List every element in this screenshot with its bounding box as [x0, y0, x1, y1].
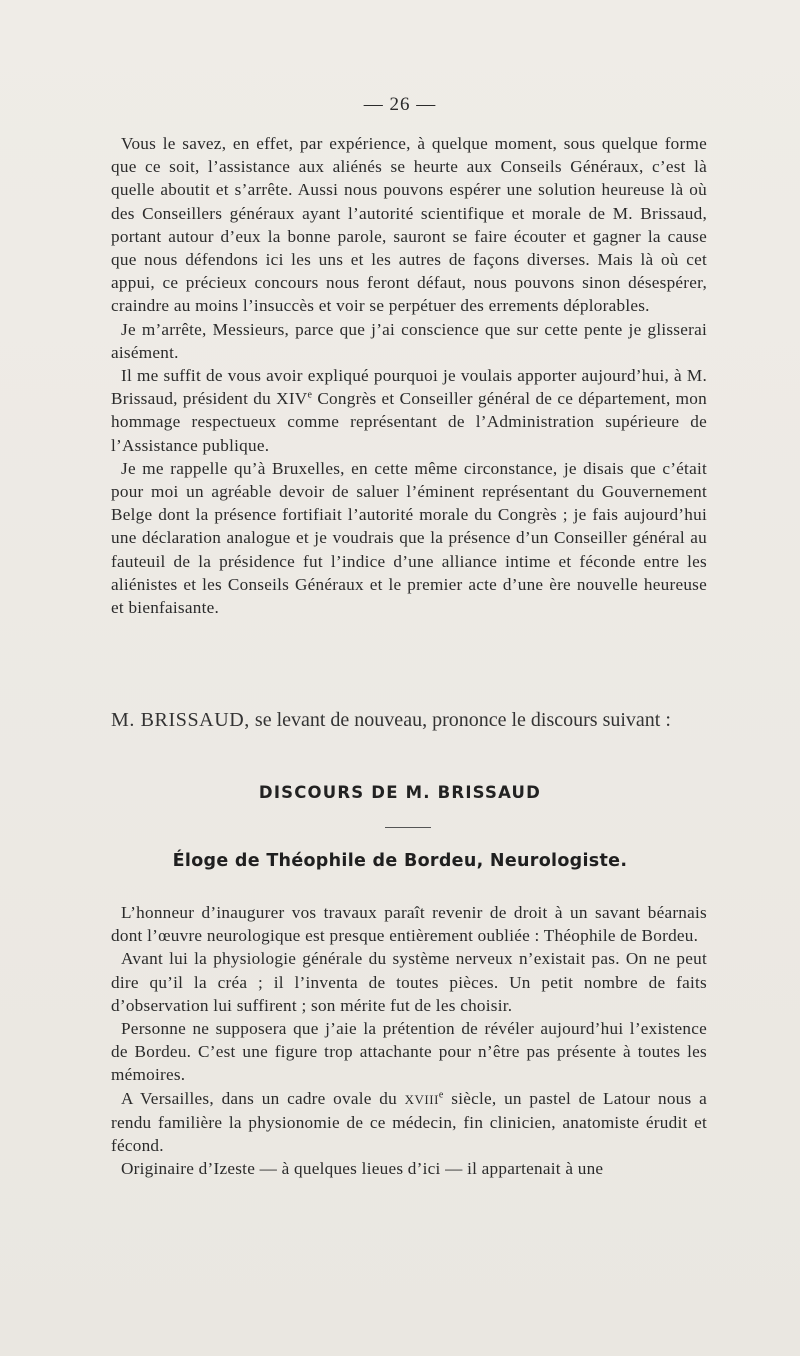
paragraph-arrete: Je m’arrête, Messieurs, parce que j’ai conscience que sur cette pente je glisserai aisément.: [111, 319, 707, 362]
paragraph-hommage: [111, 364, 707, 457]
paragraph-versailles: [111, 1087, 707, 1158]
century-numeral: XVIII: [404, 1091, 439, 1107]
paragraph-assistance: Vous le savez, en effet, par expérience, à quelque moment, sous quelque forme que ce soit, l’assistance aux aliénés se heurte aux Conseils Généraux, c’est là quelle aboutit et s’arrête. Aussi nous pouvons espérer une solution heureuse là où des Conseillers généraux ayant l’autorité scientifique et morale de M. Brissaud, portant autour d’eux la bonne parole, sauront se faire écouter et gagner la cause que nous défendons ici les uns et les autres de façons diverses. Mais là où cet appui, ce précieux concours nous feront défaut, nous pouvons sinon désespérer, craindre au moins l’insuccès et voir se perpétuer des errements déplorables.: [111, 134, 707, 316]
section-divider: [385, 827, 431, 828]
speaker-announcement: [111, 707, 711, 733]
text-block-top: [111, 132, 707, 619]
text-block-bottom: [111, 901, 707, 1180]
discours-title: DISCOURS DE M. BRISSAUD: [258, 783, 542, 802]
paragraph-izeste: Originaire d’Izeste — à quelques lieues d’ici — il appartenait à une: [121, 1159, 604, 1179]
speaker-name: M. BRISSAUD,: [111, 709, 250, 731]
paragraph-hommage-end: Congrès et Conseiller général de ce département, mon hommage respectueux comme représentant de l’Administration supérieure de l’Assistance publique.: [111, 389, 707, 455]
speaker-action: se levant de nouveau, prononce le discours suivant :: [249, 709, 671, 731]
eloge-title: Éloge de Théophile de Bordeu, Neurologiste.: [172, 851, 628, 871]
paragraph-physiologie: Avant lui la physiologie générale du système nerveux n’existait pas. On ne peut dire qu’il la créa ; il l’inventa de toutes pièces. Un petit nombre de faits d’observation lui suffirent ; son mérite fut de les choisir.: [111, 949, 707, 1015]
page-number: — 26 —: [363, 94, 437, 115]
century-superscript: e: [438, 1088, 444, 1100]
paragraph-personne: Personne ne supposera que j’aie la prétention de révéler aujourd’hui l’existence de Bordeu. C’est une figure trop attachante pour n’être pas présente à toutes les mémoires.: [111, 1019, 707, 1085]
paragraph-honneur: L’honneur d’inaugurer vos travaux paraît revenir de droit à un savant béarnais dont l’œuvre neurologique est presque entièrement oubliée : Théophile de Bordeu.: [111, 903, 707, 946]
paragraph-versailles-end: siècle, un pastel de Latour nous a rendu familière la physionomie de ce médecin, fin clinicien, anatomiste érudit et fécond.: [111, 1088, 707, 1156]
paragraph-versailles-start: A Versailles, dans un cadre ovale du: [121, 1088, 405, 1108]
paragraph-hommage-start: Il me suffit de vous avoir expliqué pourquoi je voulais apporter aujourd’hui, à M. Brissaud, président du XIV: [111, 366, 707, 409]
ordinal-superscript: e: [307, 389, 313, 401]
paragraph-bruxelles: Je me rappelle qu’à Bruxelles, en cette même circonstance, je disais que c’était pour moi un agréable devoir de saluer l’éminent représentant du Gouvernement Belge dont la présence fortifiait l’autorité morale du Congrès ; je fais aujourd’hui une déclaration analogue et je voudrais que la présence d’un Conseiller général au fauteuil de la présidence fut l’indice d’une alliance intime et féconde entre les aliénistes et les Conseils Généraux et le premier acte d’une ère nouvelle heureuse et bienfaisante.: [111, 458, 707, 618]
